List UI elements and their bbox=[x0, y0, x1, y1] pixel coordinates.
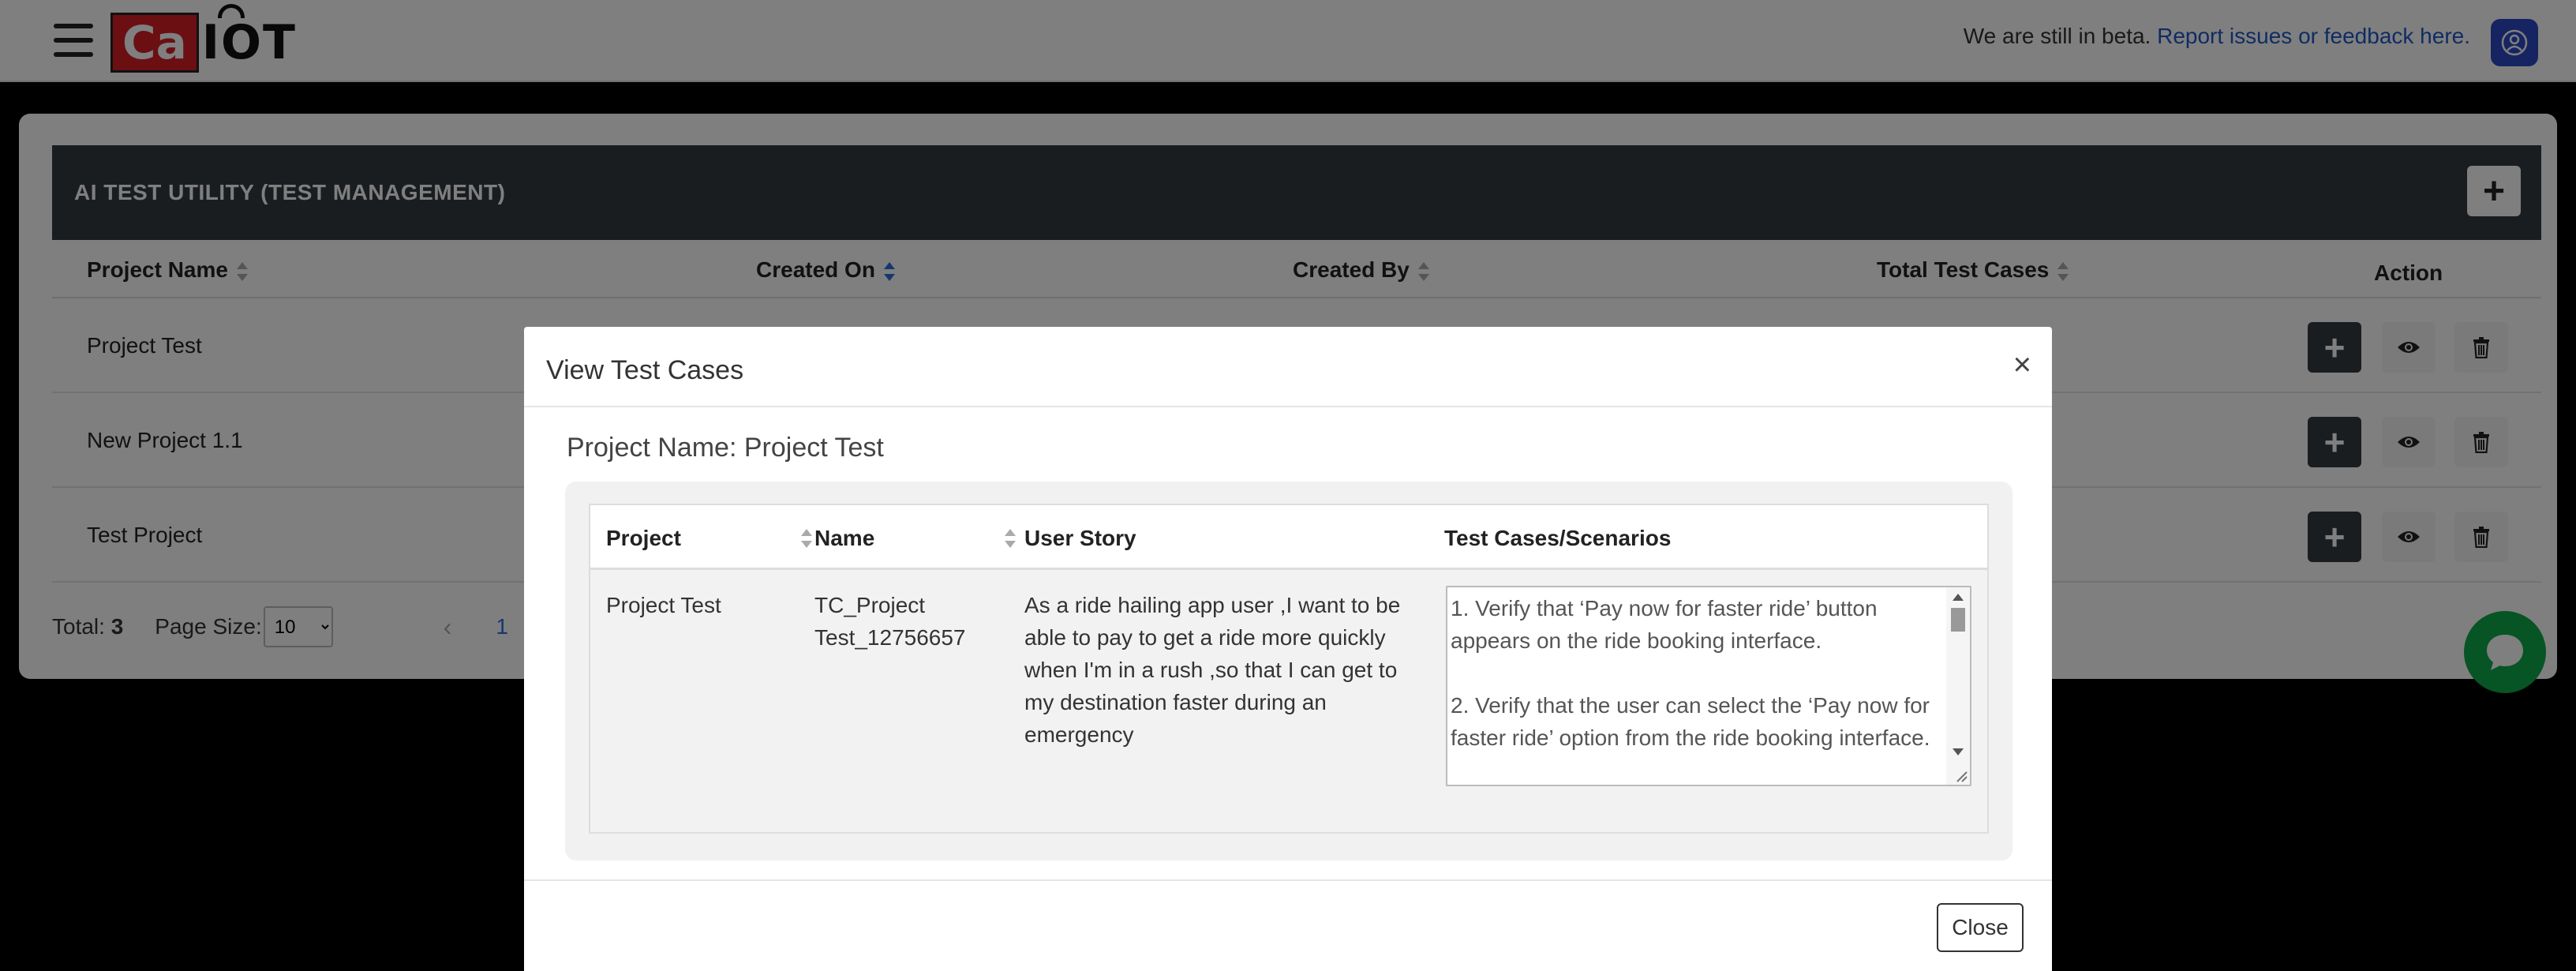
column-test-cases: Test Cases/Scenarios bbox=[1444, 526, 1672, 550]
column-user-story: User Story bbox=[1024, 526, 1136, 550]
project-cell: Project Test bbox=[606, 593, 721, 617]
test-cases-textarea[interactable] bbox=[1446, 586, 1971, 786]
test-cases-table-header bbox=[590, 505, 1987, 570]
modal-footer bbox=[524, 879, 2052, 971]
view-test-cases-modal bbox=[524, 327, 2052, 971]
modal-title: View Test Cases bbox=[546, 355, 744, 385]
modal-project-name: Project Name: Project Test bbox=[567, 433, 884, 463]
sort-icon bbox=[1004, 529, 1017, 548]
close-icon[interactable]: × bbox=[2012, 347, 2031, 382]
column-name[interactable]: Name bbox=[814, 526, 1004, 551]
test-cases-panel bbox=[565, 482, 2012, 860]
modal-header bbox=[524, 327, 2052, 407]
test-cases-text: 1. Verify that ‘Pay now for faster ride’ button appears on the ride booking interface. 2. Verify that the user can select the ‘Pay now for faster ride’ option from the ride booking interface. bbox=[1451, 596, 1930, 750]
close-button[interactable]: Close bbox=[1937, 903, 2024, 952]
scroll-down-arrow-icon[interactable] bbox=[1953, 748, 1964, 755]
scrollbar[interactable] bbox=[1946, 587, 1970, 785]
sort-icon bbox=[800, 529, 813, 548]
test-cases-table bbox=[589, 504, 1989, 834]
scroll-up-arrow-icon[interactable] bbox=[1953, 594, 1964, 601]
scroll-thumb[interactable] bbox=[1951, 608, 1965, 632]
name-cell: TC_Project Test_12756657 bbox=[814, 593, 966, 650]
table-row bbox=[590, 570, 1987, 832]
user-story-cell: As a ride hailing app user ,I want to be able to pay to get a ride more quickly when I'm in a rush ,so that I can get to my destination faster during an emergency bbox=[1024, 593, 1401, 747]
resize-grip-icon[interactable] bbox=[1953, 767, 1968, 783]
column-project[interactable]: Project bbox=[606, 526, 796, 551]
